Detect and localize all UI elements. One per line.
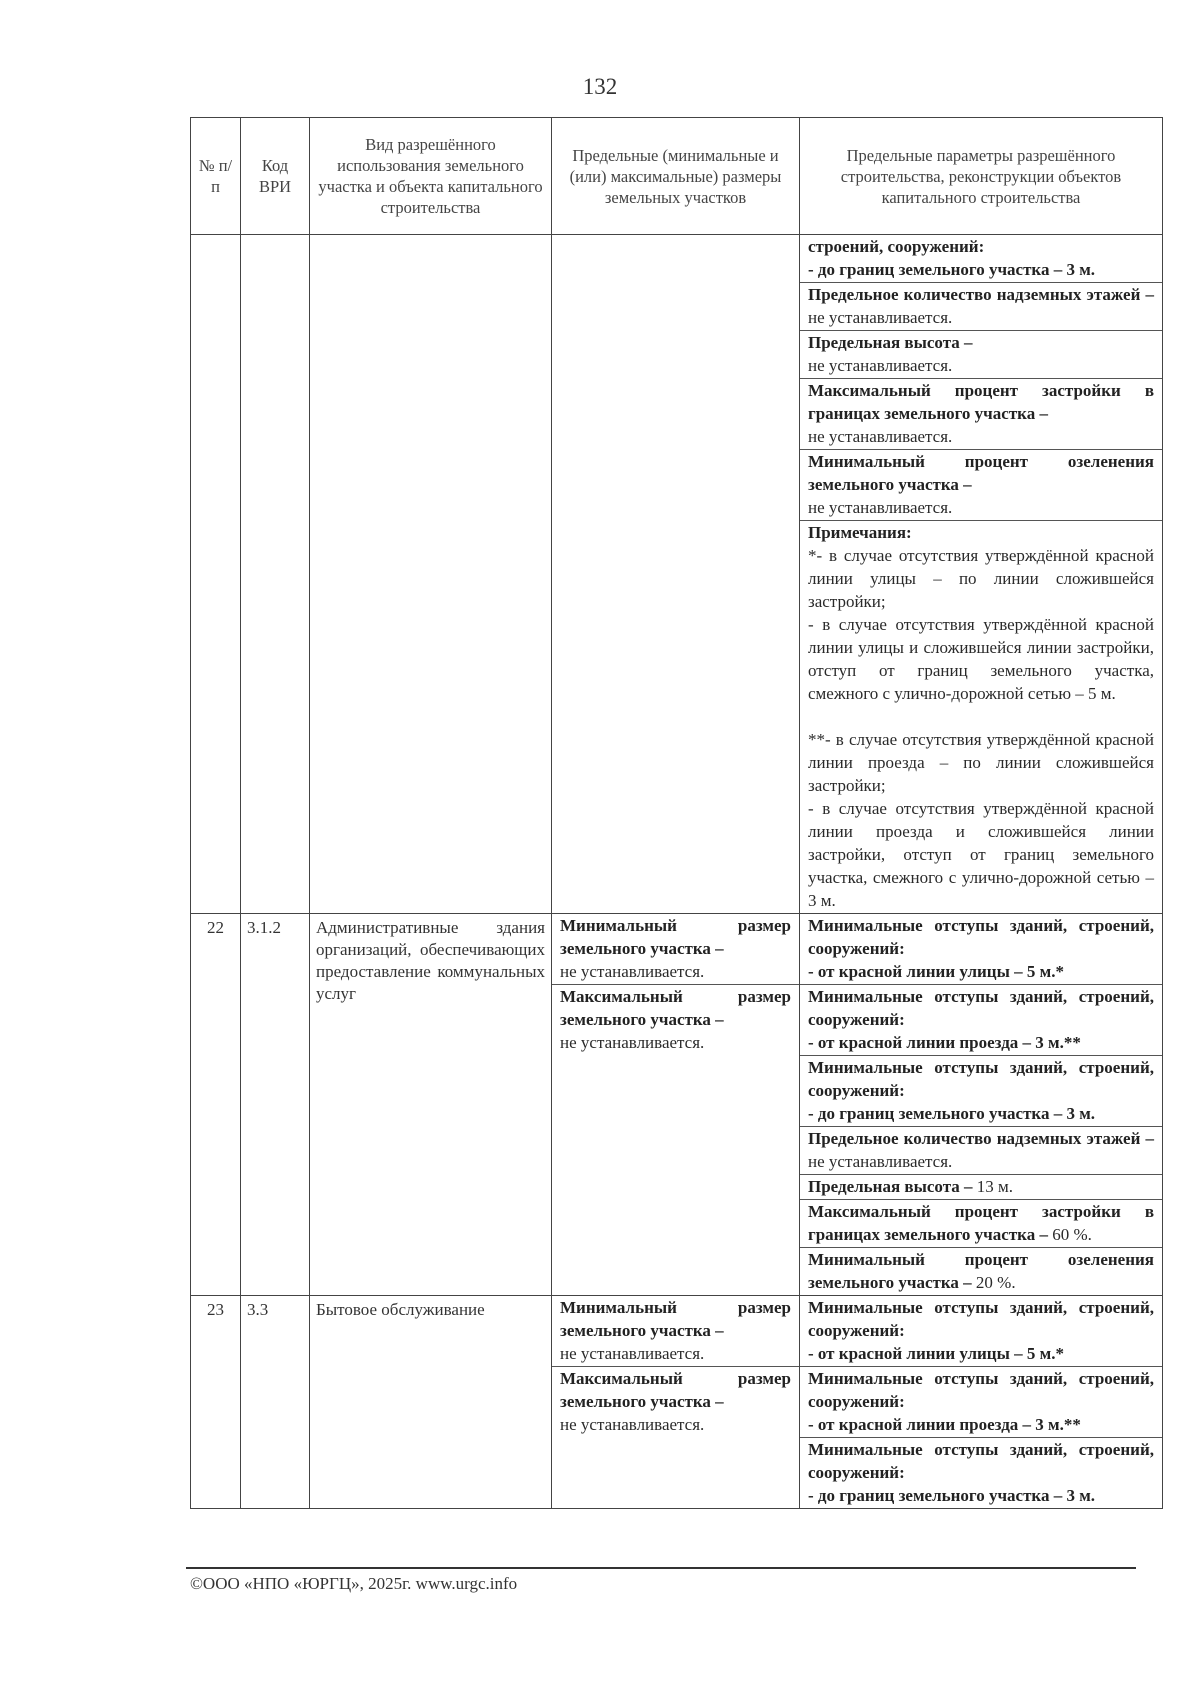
header-pred-param: Предельные параметры разрешённого строительства, реконструкции объектов капитального строительства [800,118,1163,235]
footer-copyright: ©ООО «НПО «ЮРГЦ», 2025г. www.urgc.info [190,1574,518,1593]
size-bold: Максимальный размер земельного участка – [560,1369,791,1411]
param-block [800,1199,1162,1247]
size-text: не устанавливается. [560,1415,705,1434]
header-no: № п/п [191,118,241,235]
size-block [552,984,799,1055]
param-bold: - от красной линии улицы – 5 м.* [808,962,1064,981]
param-bold: Минимальные отступы зданий, строений, сооружений: [808,1058,1154,1100]
cell-code [241,235,310,914]
param-bold: - до границ земельного участка – 3 м. [808,1486,1096,1505]
param-block [800,449,1162,520]
cell-code: 3.3 [241,1296,310,1509]
size-block [552,1366,799,1437]
param-bold: Предельная высота – [808,333,973,352]
param-text: не устанавливается. [808,1152,953,1171]
size-bold: Максимальный размер земельного участка – [560,987,791,1029]
cell-no: 23 [191,1296,241,1509]
param-block [800,235,1162,282]
size-bold: Минимальный размер земельного участка – [560,916,791,958]
param-block [800,1055,1162,1126]
param-block [800,378,1162,449]
param-bold: Минимальные отступы зданий, строений, сооружений: [808,916,1154,958]
param-bold: - до границ земельного участка – 3 м. [808,260,1096,279]
note-text: - в случае отсутствия утверждённой красной линии улицы и сложившейся линии застройки, отступ от границ земельного участка, смежного с улично-дорожной сетью – 5 м. [808,615,1154,703]
size-block [552,914,799,984]
param-text: не устанавливается. [808,427,953,446]
param-block [800,1437,1162,1508]
cell-pred-razm [552,235,800,914]
table-header-row [191,118,1163,235]
param-block [800,914,1162,984]
cell-code: 3.1.2 [241,914,310,1296]
cell-vid [310,235,552,914]
size-bold: Минимальный размер земельного участка – [560,1298,791,1340]
param-text: не устанавливается. [808,308,953,327]
table-row-23 [191,1296,1163,1509]
param-text: не устанавливается. [808,356,953,375]
param-block [800,1366,1162,1437]
param-text: 60 %. [1047,1225,1092,1244]
param-text: не устанавливается. [808,498,953,517]
param-bold: Минимальные отступы зданий, строений, сооружений: [808,987,1154,1029]
param-block [800,330,1162,378]
param-block [800,1296,1162,1366]
cell-no: 22 [191,914,241,1296]
cell-pred-param [800,914,1163,1296]
header-code: Код ВРИ [241,118,310,235]
param-bold: Предельное количество надземных этажей – [808,1129,1154,1148]
page-number: 132 [582,74,618,99]
param-bold: Минимальные отступы зданий, строений, сооружений: [808,1440,1154,1482]
cell-vid: Административные здания организаций, обеспечивающих предоставление коммунальных услуг [310,914,552,1296]
param-bold: - от красной линии проезда – 3 м.** [808,1033,1081,1052]
notes-block [800,520,1162,913]
table-row-continuation [191,235,1163,914]
param-block [800,282,1162,330]
param-block [800,1247,1162,1295]
cell-pred-razm [552,914,800,1296]
header-vid: Вид разрешённого использования земельного участка и объекта капитального строительства [310,118,552,235]
cell-no [191,235,241,914]
param-text: 20 %. [971,1273,1016,1292]
size-text: не устанавливается. [560,1344,705,1363]
header-pred-razm: Предельные (минимальные и (или) максимальные) размеры земельных участков [552,118,800,235]
param-block [800,984,1162,1055]
param-bold: Максимальный процент застройки в границах земельного участка – [808,1202,1154,1244]
note-text: **- в случае отсутствия утверждённой красной линии проезда – по линии сложившейся застройки; [808,730,1154,795]
table-row-22 [191,914,1163,1296]
cell-pred-param [800,1296,1163,1509]
zoning-table [190,117,1163,1509]
param-bold: Минимальный процент озеленения земельного участка – [808,1250,1154,1292]
param-block [800,1174,1162,1199]
note-text: - в случае отсутствия утверждённой красной линии проезда и сложившейся линии застройки, отступ от границ земельного участка, смежного с улично-дорожной сетью – 3 м. [808,799,1154,910]
param-bold: - до границ земельного участка – 3 м. [808,1104,1096,1123]
note-text: *- в случае отсутствия утверждённой красной линии улицы – по линии сложившейся застройки; [808,546,1154,611]
param-bold: строений, сооружений: [808,237,985,256]
param-block [800,1126,1162,1174]
param-bold: Предельное количество надземных этажей – [808,285,1154,304]
size-text: не устанавливается. [560,1033,705,1052]
param-bold: Минимальные отступы зданий, строений, сооружений: [808,1369,1154,1411]
cell-pred-razm [552,1296,800,1509]
cell-vid: Бытовое обслуживание [310,1296,552,1509]
cell-pred-param [800,235,1163,914]
param-bold: - от красной линии улицы – 5 м.* [808,1344,1064,1363]
footer-divider [186,1567,1136,1569]
param-bold: Максимальный процент застройки в границах земельного участка – [808,381,1154,423]
param-bold: Минимальные отступы зданий, строений, сооружений: [808,1298,1154,1340]
notes-title: Примечания: [808,523,912,542]
param-bold: Минимальный процент озеленения земельного участка – [808,452,1154,494]
param-bold: - от красной линии проезда – 3 м.** [808,1415,1081,1434]
param-text: 13 м. [972,1177,1014,1196]
size-text: не устанавливается. [560,962,705,981]
param-bold: Предельная высота – [808,1177,973,1196]
size-block [552,1296,799,1366]
